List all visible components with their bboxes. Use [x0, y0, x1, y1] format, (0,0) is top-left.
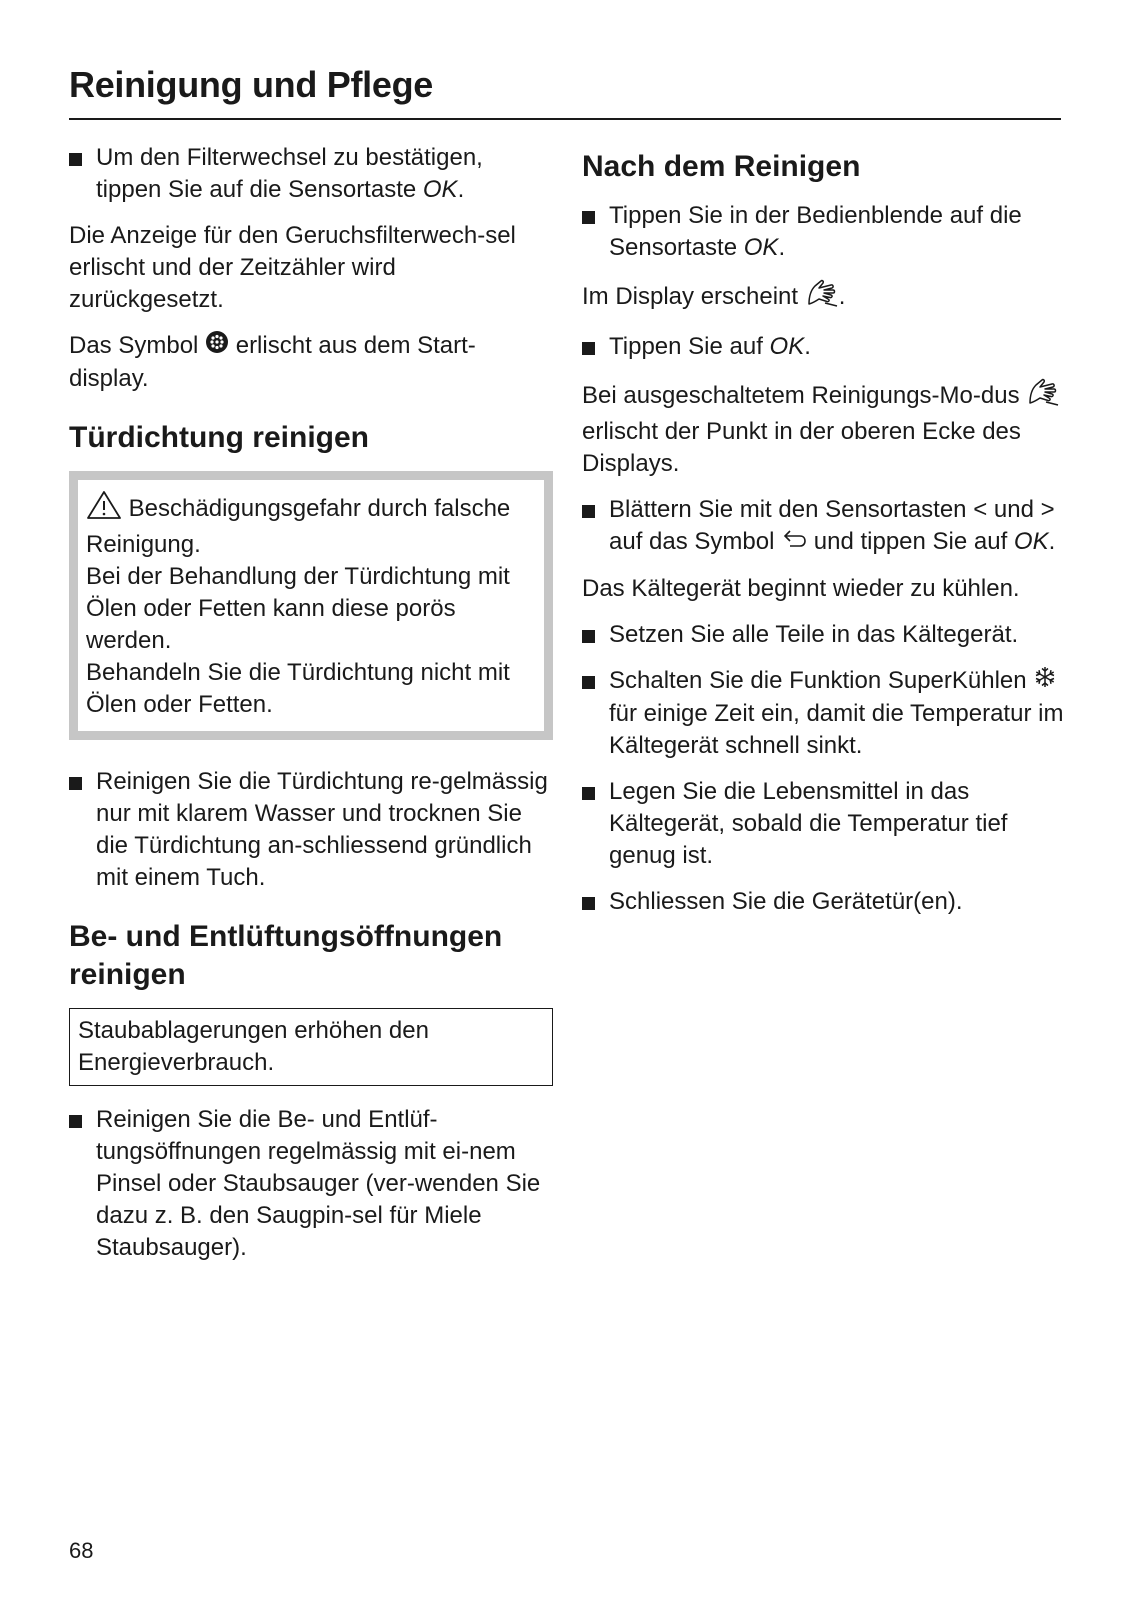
ok-key-label: OK — [769, 333, 805, 360]
paragraph-text-end: erlischt der Punkt in der oberen Ecke des Displays. — [582, 418, 1021, 477]
left-arrow-symbol: < — [973, 496, 988, 523]
insert-parts-bullet — [582, 619, 1072, 651]
bullet-text-end: . — [457, 176, 465, 203]
bullet-text-2: auf das Symbol — [609, 528, 782, 555]
bullet-text: Schalten Sie die Funktion SuperKühlen — [609, 666, 1034, 694]
bullet-text-end: für einige Zeit ein, damit die Temperatur im Kältegerät schnell sinkt. — [609, 699, 1064, 759]
bullet-text: Setzen Sie alle Teile in das Kältegerät. — [609, 620, 1019, 648]
vent-clean-bullet — [69, 1104, 553, 1264]
door-clean-bullet — [69, 766, 553, 894]
bullet-text: Tippen Sie in der Bedienblende auf die Sensortaste — [609, 202, 1022, 261]
bullet-text: Blättern Sie mit den Sensortasten — [609, 496, 974, 523]
bullet-text: Tippen Sie auf — [609, 333, 770, 360]
bullet-text-end: . — [778, 234, 786, 261]
filter-reset-paragraph: Die Anzeige für den Geruchsfilterwech-sel erlischt und der Zeitzähler wird zurückgesetzt. — [69, 222, 516, 313]
warning-triangle-icon — [86, 490, 122, 529]
bullet-marker — [582, 897, 595, 910]
paragraph-text: Bei ausgeschaltetem Reinigungs-Mo-dus — [582, 381, 1027, 409]
warning-line-1: Beschädigungsgefahr durch falsche Reinigung. — [86, 495, 511, 559]
bullet-text-mid: und — [987, 496, 1041, 523]
bullet-text: Reinigen Sie die Türdichtung re-gelmässig nur mit klarem Wasser und trocknen Sie die Türdichtung an-schliessend gründlich mit einem Tuch. — [96, 768, 548, 892]
right-column — [582, 142, 1072, 932]
paragraph-text: Im Display erscheint — [582, 282, 805, 310]
bullet-marker — [582, 342, 595, 355]
bullet-marker — [582, 676, 595, 689]
page-number: 68 — [69, 1538, 94, 1563]
paragraph-text-end: . — [838, 282, 846, 310]
cleaning-hand-icon — [805, 278, 839, 317]
warning-box — [69, 471, 553, 740]
after-cleaning-heading: Nach dem Reinigen — [582, 150, 861, 183]
header-rule — [69, 118, 1061, 120]
symbol-paragraph — [69, 330, 553, 395]
bullet-text-3: und tippen Sie auf — [807, 528, 1014, 555]
bullet-marker — [582, 505, 595, 518]
bullet-marker — [582, 211, 595, 224]
food-bullet — [582, 776, 1072, 872]
warning-line-3: Behandeln Sie die Türdichtung nicht mit Ölen oder Fetten. — [86, 659, 510, 719]
display-paragraph — [582, 278, 1072, 317]
paragraph-text: Das Symbol — [69, 332, 206, 359]
page-title: Reinigung und Pflege — [69, 64, 433, 105]
vent-heading: Be- und Entlüftungsöffnungen reinigen — [69, 920, 503, 992]
tap-ok-bullet-2 — [582, 331, 1072, 363]
cooling-paragraph: Das Kältegerät beginnt wieder zu kühlen. — [582, 574, 1020, 602]
bullet-text-end: . — [1048, 528, 1056, 555]
bullet-marker — [582, 787, 595, 800]
ok-key-label: OK — [1013, 528, 1049, 555]
ok-key-label: OK — [422, 176, 458, 203]
filter-symbol-icon — [205, 330, 229, 363]
back-arrow-icon — [781, 527, 807, 559]
superkuehlen-bullet — [582, 665, 1072, 762]
right-arrow-symbol: > — [1040, 496, 1055, 523]
close-door-bullet — [582, 886, 1072, 918]
mode-paragraph — [582, 377, 1072, 480]
ok-key-label: OK — [743, 234, 779, 261]
cleaning-hand-icon — [1026, 377, 1060, 416]
bullet-text: Schliessen Sie die Gerätetür(en). — [609, 887, 963, 915]
door-seal-heading: Türdichtung reinigen — [69, 421, 369, 455]
bullet-text: Reinigen Sie die Be- und Entlüf-tungsöffnungen regelmässig mit ei-nem Pinsel oder Staubsauger (ver-wenden Sie dazu z. B. den Saugpin-sel für Miele Staubsauger). — [96, 1106, 541, 1262]
energy-note-box: Staubablagerungen erhöhen den Energieverbrauch. — [69, 1008, 553, 1086]
bullet-text: Legen Sie die Lebensmittel in das Kältegerät, sobald die Temperatur tief genug ist. — [609, 777, 1008, 869]
filter-confirm-bullet — [69, 142, 553, 206]
bullet-marker — [69, 1115, 82, 1128]
warning-line-2: Bei der Behandlung der Türdichtung mit Ölen oder Fetten kann diese porös werden. — [86, 563, 510, 655]
snowflake-icon — [1033, 665, 1057, 698]
tap-ok-bullet — [582, 200, 1072, 264]
left-column — [69, 142, 553, 1278]
bullet-marker — [582, 630, 595, 643]
bullet-marker — [69, 153, 82, 166]
bullet-text: Um den Filterwechsel zu bestätigen, tippen Sie auf die Sensortaste — [96, 144, 483, 203]
bullet-text-end: . — [804, 333, 811, 360]
bullet-marker — [69, 777, 82, 790]
navigate-bullet — [582, 494, 1072, 559]
paragraph-text-end: erlischt aus dem Start-display. — [69, 332, 476, 393]
